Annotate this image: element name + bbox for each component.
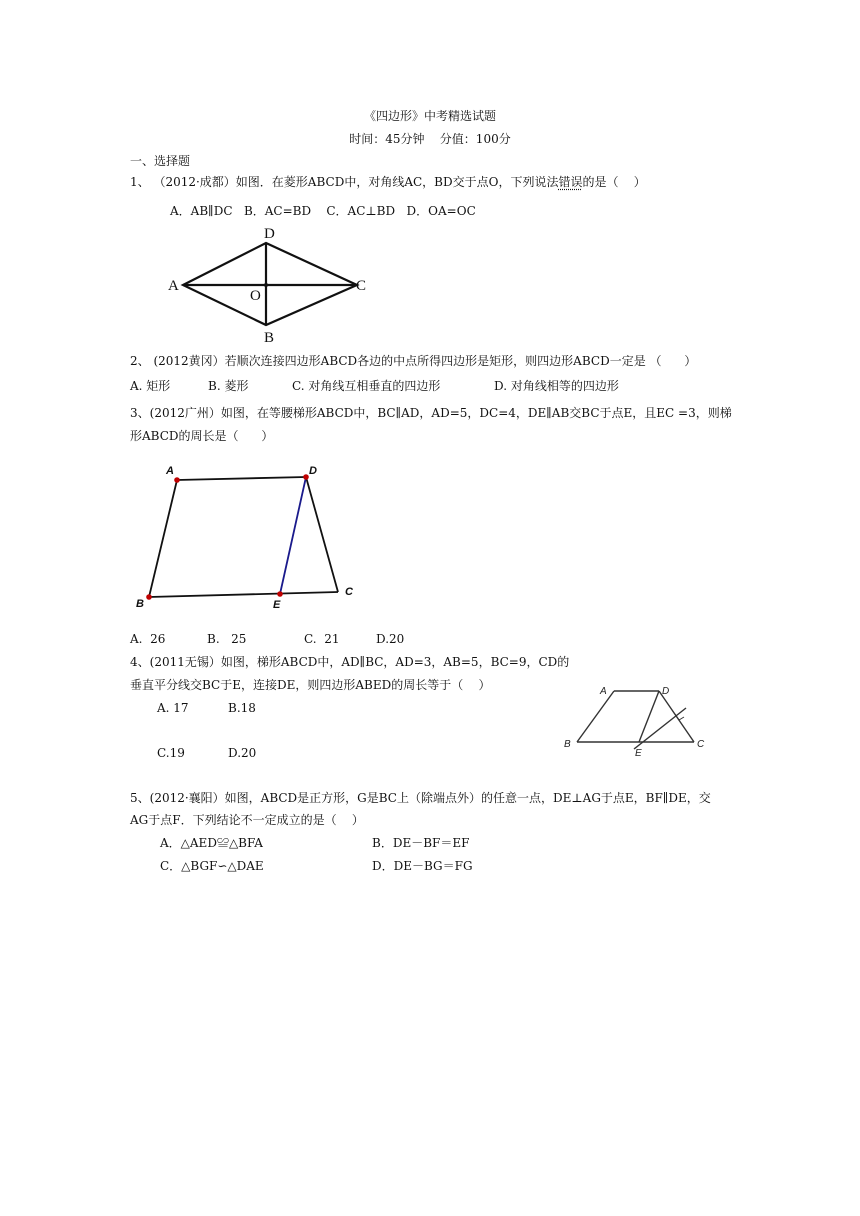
question-1-stem-text: 1、 （2012·成都）如图．在菱形ABCD中，对角线AC，BD交于点O，下列说法 xyxy=(130,175,559,189)
question-4-option-a: A. 17 xyxy=(157,701,189,715)
question-3-option-a: A. 26 xyxy=(130,632,166,646)
question-5-option-a: A．△AED≌△BFA xyxy=(160,836,263,850)
question-3-option-c: C. 21 xyxy=(304,632,340,646)
question-5-option-c: C．△BGF∽△DAE xyxy=(160,859,264,873)
perpendicular-bisector xyxy=(634,708,686,749)
question-2-option-a: A. 矩形 xyxy=(130,379,171,393)
section-heading: 一、选择题 xyxy=(130,154,191,168)
label-o: O xyxy=(250,288,261,304)
question-5-option-d: D．DE－BG＝FG xyxy=(372,859,473,873)
label-d: D xyxy=(309,465,317,477)
question-5-stem-line-2: AG于点F．下列结论不一定成立的是（ ） xyxy=(130,813,364,827)
question-4-stem-line-2: 垂直平分线交BC于E，连接DE，则四边形ABED的周长等于（ ） xyxy=(130,678,491,692)
label-b: B xyxy=(136,598,144,610)
question-4-stem-line-1: 4、(2011无锡）如图，梯形ABCD中，AD∥BC，AD=3，AB=5，BC=9，CD的 xyxy=(130,655,570,669)
label-b: B xyxy=(564,739,571,750)
label-c: C xyxy=(345,586,353,598)
label-a: A xyxy=(168,278,179,294)
question-1-emphasis: 错误 xyxy=(558,175,583,189)
label-c: C xyxy=(356,278,367,294)
question-2-option-d: D. 对角线相等的四边形 xyxy=(494,379,619,393)
label-a: A xyxy=(600,686,607,697)
label-a: A xyxy=(166,465,174,477)
question-3-option-d: D.20 xyxy=(376,632,405,646)
side-ab xyxy=(577,691,614,742)
page-subtitle: 时间：45分钟 分值：100分 xyxy=(349,132,511,146)
question-1-stem-tail: 的是（ ） xyxy=(582,175,646,189)
label-d: D xyxy=(264,226,275,242)
label-b: B xyxy=(264,330,275,346)
question-3-stem-line-2: 形ABCD的周长是（ ） xyxy=(130,429,274,443)
page-title: 《四边形》中考精选试题 xyxy=(363,109,496,123)
question-2-option-b: B. 菱形 xyxy=(208,379,249,393)
question-5-option-b: B．DE－BF＝EF xyxy=(372,836,470,850)
question-4-option-b: B.18 xyxy=(228,701,256,715)
question-2-option-c: C. 对角线互相垂直的四边形 xyxy=(292,379,441,393)
label-d: D xyxy=(662,686,670,697)
question-4-option-d: D.20 xyxy=(228,746,257,760)
question-3-stem-line-1: 3、(2012广州）如图，在等腰梯形ABCD中，BC∥AD，AD=5，DC=4，DE∥AB交BC于点E，且EC =3，则梯 xyxy=(130,406,732,420)
label-e: E xyxy=(273,599,281,611)
question-4-option-c: C.19 xyxy=(157,746,185,760)
label-e: E xyxy=(635,748,642,759)
question-2-stem: 2、 (2012黄冈）若顺次连接四边形ABCD各边的中点所得四边形是矩形，则四边形ABCD一定是 （ ） xyxy=(130,354,697,368)
question-1-options: A．AB∥DC B．AC=BD C．AC⊥BD D．OA=OC xyxy=(170,204,476,218)
label-c: C xyxy=(697,739,705,750)
segment-de xyxy=(639,691,659,742)
question-5-stem-line-1: 5、(2012·襄阳）如图，ABCD是正方形，G是BC上（除端点外）的任意一点，DE⊥AG于点E，BF∥DE，交 xyxy=(130,791,711,805)
question-3-option-b: B. 25 xyxy=(207,632,247,646)
